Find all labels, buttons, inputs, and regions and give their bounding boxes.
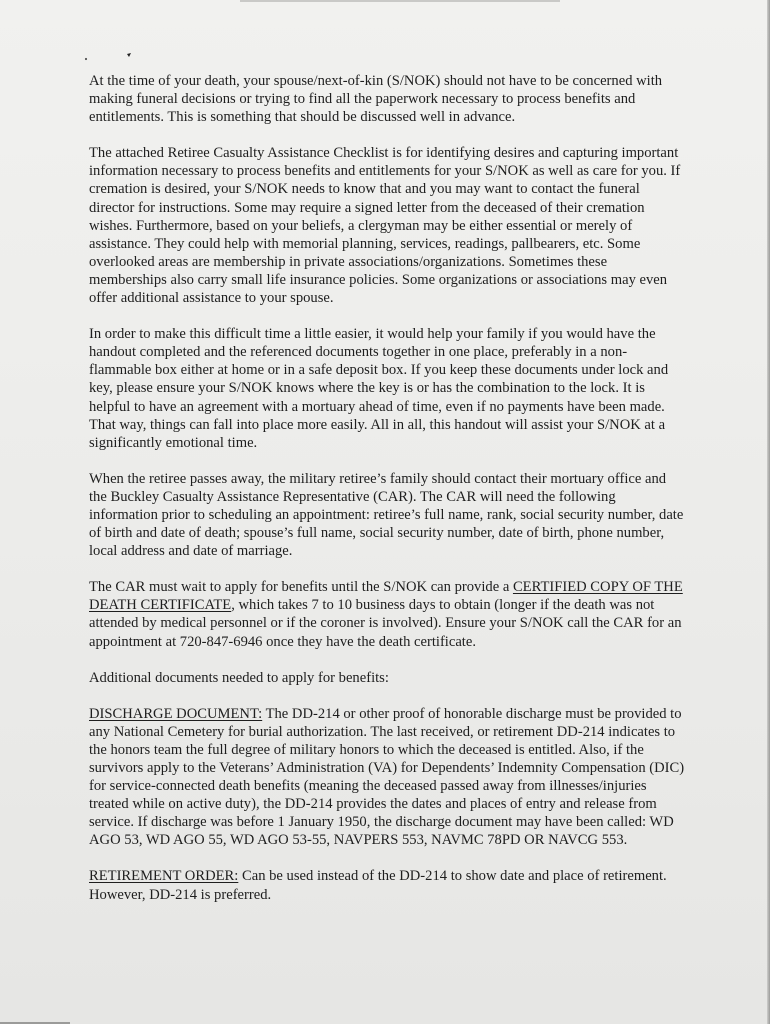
paragraph-contact-car: When the retiree passes away, the military retiree’s family should contact their mortuary office and the Buckley Casualty Assistance Representative (CAR). The CAR will need the following information prior to scheduling an appointment: retiree’s full name, rank, social security number, date of birth and date of death; spouse’s full name, social security number, date of birth, phone number, local address and date of marriage. bbox=[89, 470, 684, 560]
retirement-order-heading: RETIREMENT ORDER: bbox=[89, 868, 239, 885]
scan-edge-top bbox=[240, 0, 560, 2]
paragraph-additional-documents: Additional documents needed to apply for benefits: bbox=[89, 669, 389, 686]
death-certificate-text-before: The CAR must wait to apply for benefits until the S/NOK can provide a bbox=[89, 579, 513, 596]
death-certificate-text-after: , which takes 7 to 10 business days to obtain (longer if the death was not attended by medical personnel or if the coroner is involved). Ensure your S/NOK call the CAR for an appointment at 720-847-6946 once they have the death certificate. bbox=[89, 597, 682, 650]
death-certificate-underlined: CERTIFIED COPY OF THE DEATH CERTIFICATE bbox=[89, 579, 683, 614]
retirement-order-body: Can be used instead of the DD-214 to show date and place of retirement. However, DD-214 is preferred. bbox=[89, 868, 667, 903]
paragraph-retirement-order bbox=[89, 867, 685, 903]
paragraph-death-certificate bbox=[89, 578, 685, 650]
discharge-document-body: The DD-214 or other proof of honorable discharge must be provided to any National Cemetery for burial authorization. The last received, or retirement DD-214 indicates to the honors team the full degree of military honors to which the deceased is entitled. Also, if the survivors apply to the Veterans’ Administration (VA) for Dependents’ Indemnity Compensation (DIC) for service-connected death benefits (meaning the deceased passed away from illnesses/injuries treated while on active duty), the DD-214 provides the dates and places of entry and release from service. If discharge was before 1 January 1950, the discharge document may have been called: WD AGO 53, WD AGO 55, WD AGO 53-55, NAVPERS 553, NAVMC 78PD OR NAVCG 553. bbox=[89, 705, 685, 849]
paragraph-checklist: The attached Retiree Casualty Assistance Checklist is for identifying desires and capturing important information necessary to process benefits and entitlements for your S/NOK as well as care for you. If cremation is desired, your S/NOK needs to know that and you may want to contact the funeral director for instructions. Some may require a signed letter from the deceased of their cremation wishes. Furthermore, based on your beliefs, a clergyman may be either essential or merely of assistance. They could help with memorial planning, services, readings, pallbearers, etc. Some overlooked areas are membership in private associations/organizations. Sometimes these memberships also carry small life insurance policies. Some organizations or associations may even offer additional assistance to your spouse. bbox=[89, 145, 681, 307]
discharge-document-heading: DISCHARGE DOCUMENT: bbox=[89, 705, 263, 722]
paragraph-intro: At the time of your death, your spouse/next-of-kin (S/NOK) should not have to be concerned with making funeral decisions or trying to find all the paperwork necessary to process benefits and entitlements. This is something that should be discussed well in advance. bbox=[89, 73, 663, 126]
scan-specks bbox=[82, 48, 142, 68]
paragraph-preparation: In order to make this difficult time a little easier, it would help your family if you would have the handout completed and the referenced documents together in one place, preferably in a non-flammable box either at home or in a safe deposit box. If you keep these documents under lock and key, please ensure your S/NOK knows where the key is or has the combination to the lock. It is helpful to have an agreement with a mortuary ahead of time, even if no payments have been made. That way, things can fall into place more easily. All in all, this handout will assist your S/NOK at a significantly emotional time. bbox=[89, 326, 669, 451]
paragraph-discharge-document bbox=[89, 705, 685, 850]
document-body bbox=[89, 72, 685, 922]
